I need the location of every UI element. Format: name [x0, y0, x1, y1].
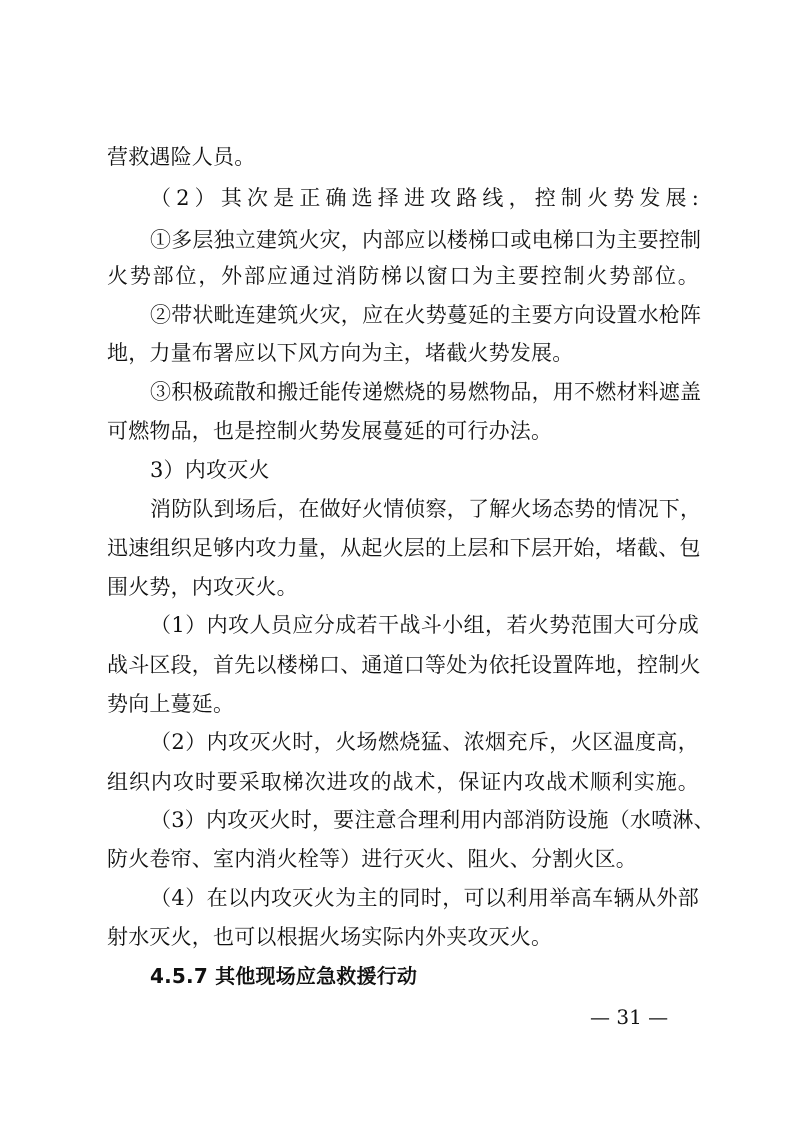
text-line: 3）内攻灭火 [150, 458, 270, 482]
text-line: （2）内攻灭火时，火场燃烧猛、浓烟充斥，火区温度高， [150, 730, 699, 754]
text-line: 战斗区段，首先以楼梯口、通道口等处为依托设置阵地，控制火 [107, 653, 701, 677]
text-line: 势向上蔓延。 [107, 692, 235, 716]
text-line: 火势部位，外部应通过消防梯以窗口为主要控制火势部位。 [107, 264, 699, 288]
text-line: （2）其次是正确选择进攻路线，控制火势发展: [150, 186, 699, 210]
text-line: ③积极疏散和搬迁能传递燃烧的易燃物品，用不燃材料遮盖 [150, 380, 702, 404]
text-line: ②带状毗连建筑火灾，应在火势蔓延的主要方向设置水枪阵 [150, 303, 702, 327]
text-line: 地，力量布署应以下风方向为主，堵截火势发展。 [107, 341, 574, 365]
section-heading: 4.5.7 其他现场应急救援行动 [150, 964, 418, 988]
text-line: 营救遇险人员。 [107, 145, 256, 169]
text-line: 射水灭火，也可以根据火场实际内外夹攻灭火。 [107, 925, 553, 949]
text-line: 消防队到场后，在做好火情侦察，了解火场态势的情况下， [150, 497, 702, 521]
text-line: 围火势，内攻灭火。 [107, 575, 298, 599]
text-line: ①多层独立建筑火灾，内部应以楼梯口或电梯口为主要控制 [150, 228, 702, 252]
text-line: 迅速组织足够内攻力量，从起火层的上层和下层开始，堵截、包 [107, 536, 701, 560]
text-line: 组织内攻时要采取梯次进攻的战术，保证内攻战术顺利实施。 [107, 770, 699, 794]
page-number: — 31 — [590, 1005, 669, 1029]
text-line: （1）内攻人员应分成若干战斗小组，若火势范围大可分成 [150, 613, 699, 637]
text-line: 可燃物品，也是控制火势发展蔓延的可行办法。 [107, 419, 553, 443]
text-line: （3）内攻灭火时，要注意合理利用内部消防设施（水喷淋、 [150, 808, 715, 832]
text-line: 防火卷帘、室内消火栓等）进行灭火、阻火、分割火区。 [107, 847, 637, 871]
text-line: （4）在以内攻灭火为主的同时，可以利用举高车辆从外部 [150, 886, 699, 910]
